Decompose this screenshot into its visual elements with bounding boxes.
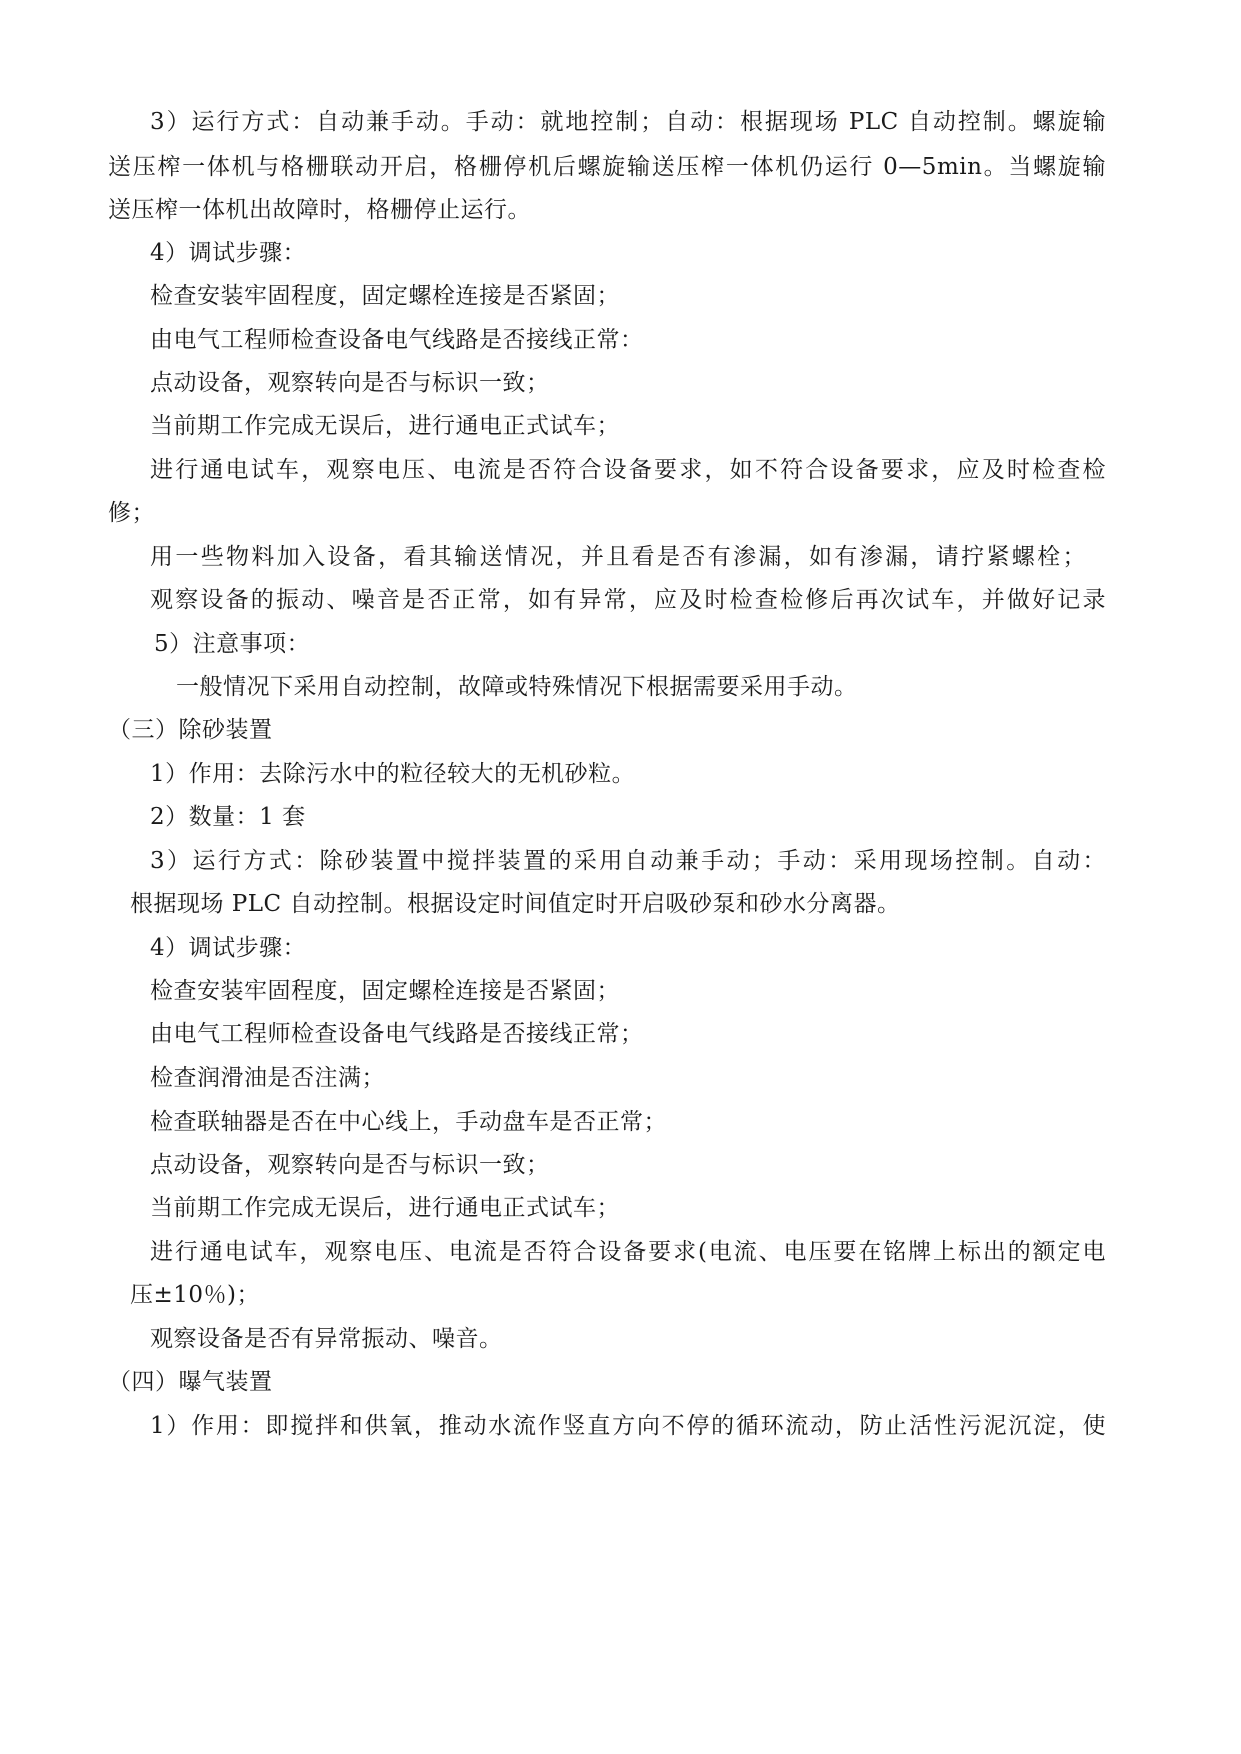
- step-item: 用一些物料加入设备，看其输送情况，并且看是否有渗漏，如有渗漏，请拧紧螺栓；: [150, 544, 1086, 570]
- step-item: 进行通电试车，观察电压、电流是否符合设备要求，如不符合设备要求，应及时检查检: [150, 457, 1106, 483]
- step-item: 由电气工程师检查设备电气线路是否接线正常；: [150, 1021, 644, 1047]
- step-heading: 4）调试步骤：: [150, 935, 307, 961]
- step-item: 当前期工作完成无误后，进行通电正式试车；: [150, 413, 620, 439]
- step-item: 进行通电试车，观察电压、电流是否符合设备要求(电流、电压要在铭牌上标出的额定电: [150, 1239, 1106, 1265]
- paragraph-line: 2）数量：1 套: [150, 804, 306, 830]
- note-heading: 5）注意事项：: [154, 631, 311, 657]
- note-text: 一般情况下采用自动控制，故障或特殊情况下根据需要采用手动。: [176, 674, 858, 700]
- step-item: 观察设备的振动、噪音是否正常，如有异常，应及时检查检修后再次试车，并做好记录: [150, 587, 1106, 613]
- paragraph-line: 送压榨一体机与格栅联动开启，格栅停机后螺旋输送压榨一体机仍运行 0—5min。当螺旋输: [108, 154, 1106, 180]
- paragraph-line: 根据现场 PLC 自动控制。根据设定时间值定时开启吸砂泵和砂水分离器。: [130, 891, 901, 917]
- paragraph-line: 1）作用：即搅拌和供氧，推动水流作竖直方向不停的循环流动，防止活性污泥沉淀，使: [150, 1413, 1106, 1439]
- paragraph-line: 送压榨一体机出故障时，格栅停止运行。: [108, 197, 531, 223]
- step-heading: 4）调试步骤：: [150, 240, 307, 266]
- step-item: 点动设备，观察转向是否与标识一致；: [150, 1152, 550, 1178]
- step-item: 点动设备，观察转向是否与标识一致；: [150, 370, 550, 396]
- paragraph-line: 1）作用：去除污水中的粒径较大的无机砂粒。: [150, 761, 636, 787]
- step-item: 检查安装牢固程度，固定螺栓连接是否紧固；: [150, 978, 620, 1004]
- step-item-continued: 压±10％)；: [130, 1282, 261, 1308]
- step-item: 当前期工作完成无误后，进行通电正式试车；: [150, 1195, 620, 1221]
- paragraph-line: 3）运行方式：除砂装置中搅拌装置的采用自动兼手动；手动：采用现场控制。自动：: [150, 848, 1106, 874]
- step-item-continued: 修；: [108, 500, 155, 526]
- step-item: 检查联轴器是否在中心线上，手动盘车是否正常；: [150, 1109, 667, 1135]
- step-item: 检查安装牢固程度，固定螺栓连接是否紧固；: [150, 283, 620, 309]
- step-item: 观察设备是否有异常振动、噪音。: [150, 1326, 503, 1352]
- section-title: （三）除砂装置: [108, 717, 273, 743]
- paragraph-line: 3）运行方式：自动兼手动。手动：就地控制；自动：根据现场 PLC 自动控制。螺旋输: [150, 109, 1106, 135]
- step-item: 由电气工程师检查设备电气线路是否接线正常：: [150, 327, 644, 353]
- step-item: 检查润滑油是否注满；: [150, 1065, 385, 1091]
- section-title: （四）曝气装置: [108, 1369, 273, 1395]
